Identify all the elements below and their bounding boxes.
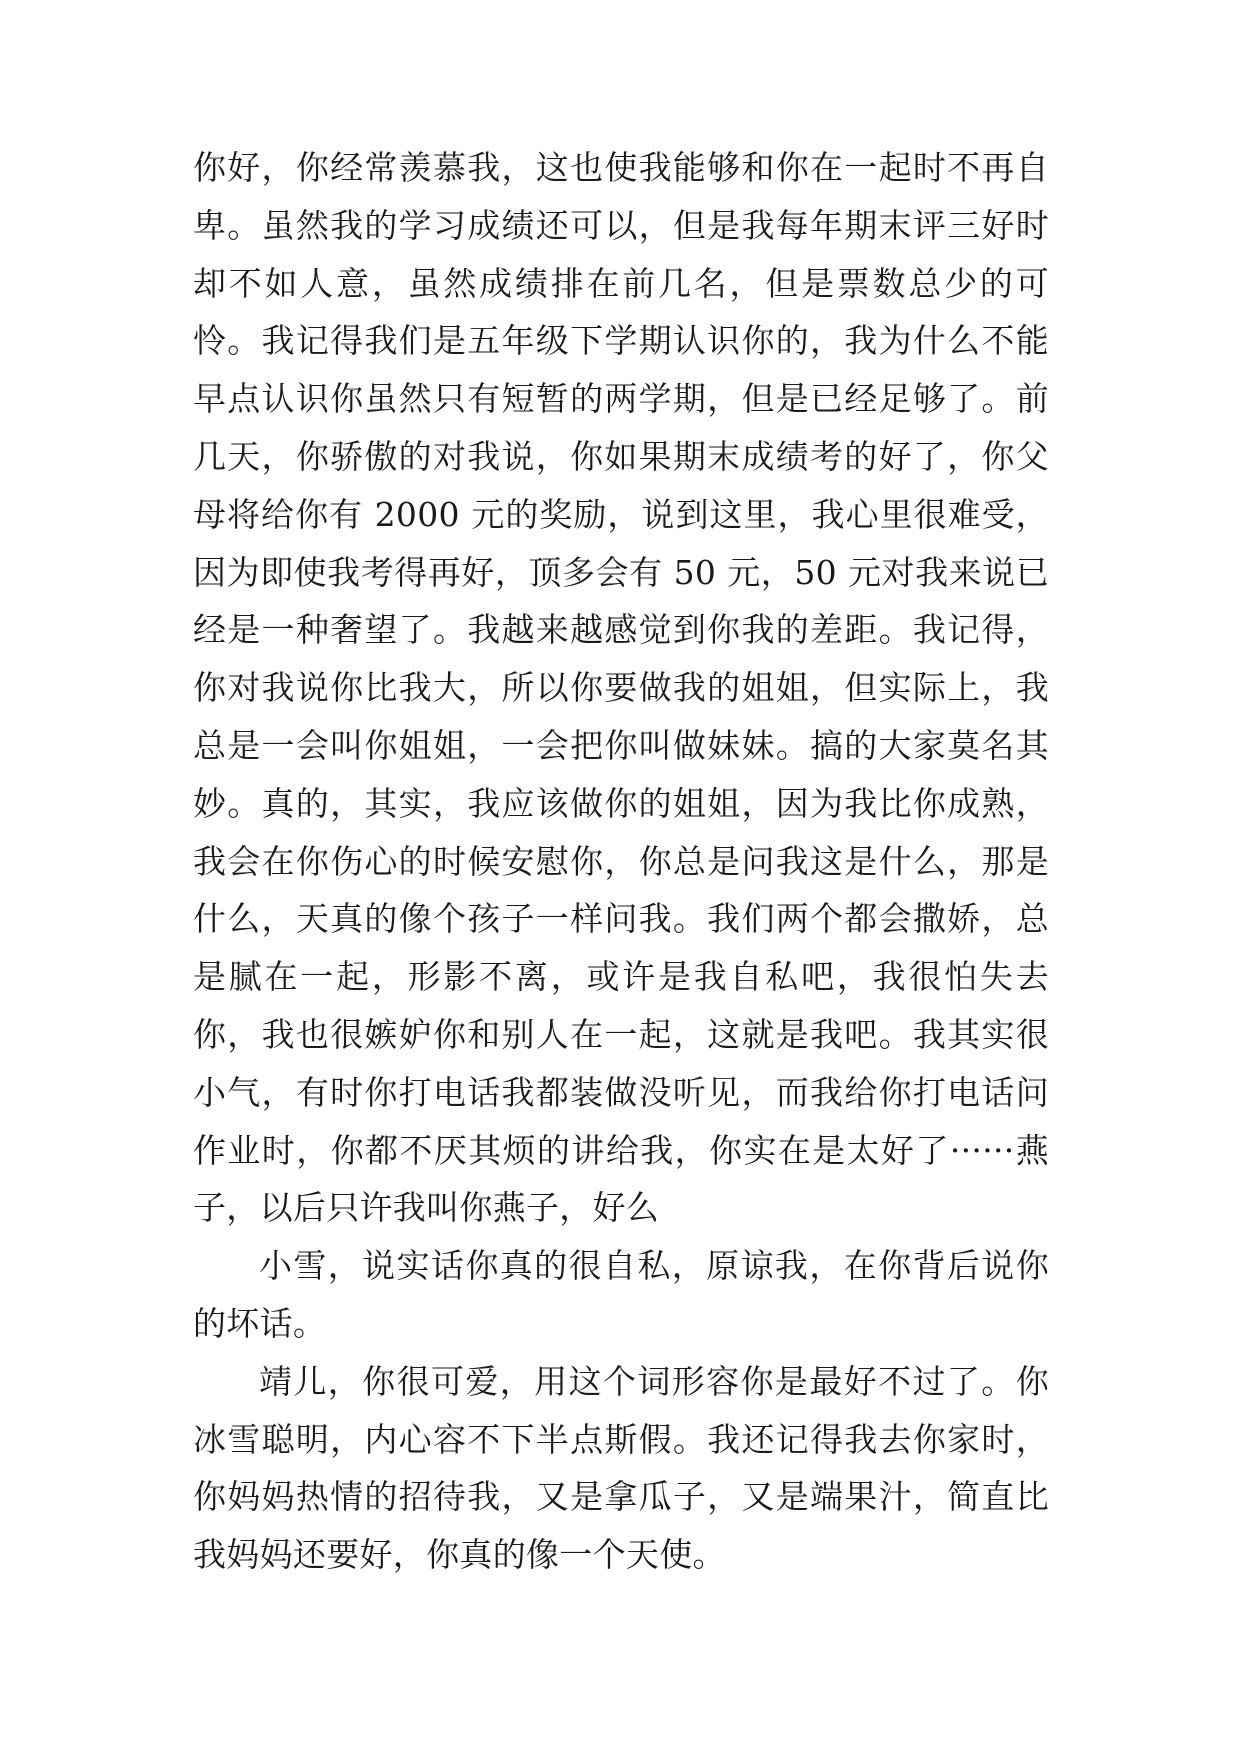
paragraph-1: 你好，你经常羡慕我，这也使我能够和你在一起时不再自卑。虽然我的学习成绩还可以，但是我每年期末评三好时却不如人意，虽然成绩排在前几名，但是票数总少的可怜。我记得我们是五年级下学期认识你的，我为什么不能早点认识你虽然只有短暂的两学期，但是已经足够了。前几天，你骄傲的对我说，你如果期末成绩考的好了，你父母将给你有 2000 元的奖励，说到这里，我心里很难受，因为即使我考得再好，顶多会有 50 元，50 元对我来说已经是一种奢望了。我越来越感觉到你我的差距。我记得，你对我说你比我大，所以你要做我的姐姐，但实际上，我总是一会叫你姐姐，一会把你叫做妹妹。搞的大家莫名其妙。真的，其实，我应该做你的姐姐，因为我比你成熟，我会在你伤心的时候安慰你，你总是问我这是什么，那是什么，天真的像个孩子一样问我。我们两个都会撒娇，总是腻在一起，形影不离，或许是我自私吧，我很怕失去你，我也很嫉妒你和别人在一起，这就是我吧。我其实很小气，有时你打电话我都装做没听见，而我给你打电话问作业时，你都不厌其烦的讲给我，你实在是太好了······燕子，以后只许我叫你燕子，好么 (193, 148, 1049, 1228)
paragraph-2: 小雪，说实话你真的很自私，原谅我，在你背后说你的坏话。 (193, 1246, 1049, 1343)
paragraph-3: 靖儿，你很可爱，用这个词形容你是最好不过了。你冰雪聪明，内心容不下半点斯假。我还记得我去你家时，你妈妈热情的招待我，又是拿瓜子，又是端果汁，简直比我妈妈还要好，你真的像一个天使。 (193, 1361, 1049, 1575)
document-body (193, 139, 1049, 1584)
